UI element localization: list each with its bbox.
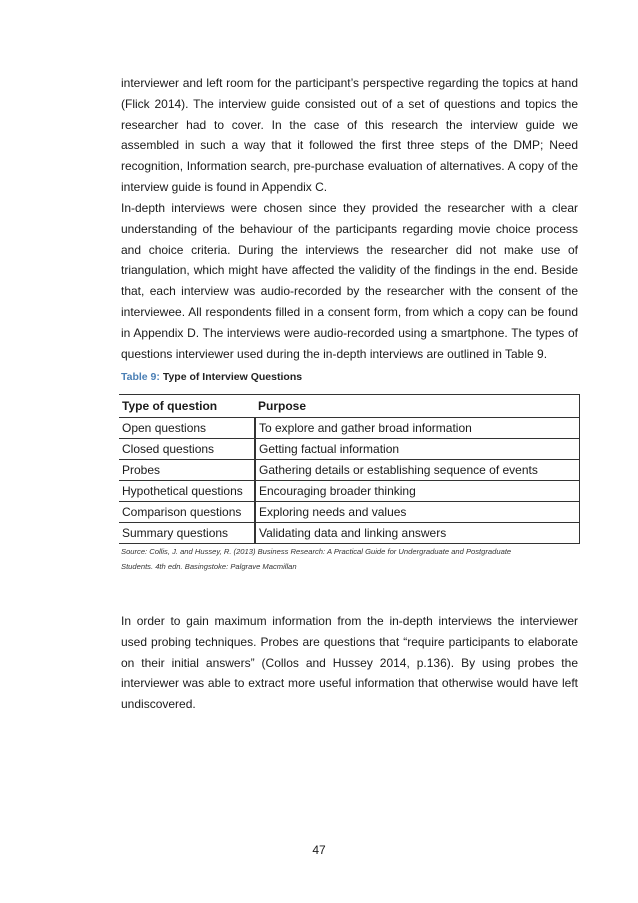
- page-number: 47: [312, 843, 326, 857]
- table-cell-type: Hypothetical questions: [119, 481, 255, 502]
- table-cell-purpose: Encouraging broader thinking: [255, 481, 579, 502]
- body-paragraph-3: In order to gain maximum information from the in-depth interviews the interviewer used probing techniques. Probes are questions that “require participants to elaborate on their initial answers” (Collos and Hussey 2014, p.136). By using probes the interviewer was able to extract more useful information that otherwise would have left undiscovered.: [121, 614, 578, 712]
- table-cell-type: Open questions: [119, 418, 255, 439]
- interview-questions-table: [119, 394, 580, 544]
- table-header-row: [119, 395, 579, 418]
- table-row: [119, 439, 579, 460]
- table-row: [119, 502, 579, 523]
- table-cell-purpose: Getting factual information: [255, 439, 579, 460]
- table-row: [119, 460, 579, 481]
- table-row: [119, 481, 579, 502]
- table-cell-type: Closed questions: [119, 439, 255, 460]
- table-source-line-2: Students. 4th edn. Basingstoke: Palgrave Macmillan: [121, 562, 297, 571]
- table-source-note: [121, 544, 581, 574]
- table-source-line-1: Source: Collis, J. and Hussey, R. (2013) Business Research: A Practical Guide for Undergraduate and Postgraduate: [121, 547, 512, 556]
- table-row: [119, 418, 579, 439]
- table-cell-purpose: Validating data and linking answers: [255, 523, 579, 544]
- table-cell-type: Probes: [119, 460, 255, 481]
- body-paragraph-2: In-depth interviews were chosen since they provided the researcher with a clear understanding of the behaviour of the participants regarding movie choice process and choice criteria. During the interviews the researcher did not make use of triangulation, which might have affected the validity of the findings in the end. Beside that, each interview was audio-recorded by the researcher with the consent of the interviewee. All respondents filled in a consent form, from which a copy can be found in Appendix D. The interviews were audio-recorded using a smartphone. The types of questions interviewer used during the in-depth interviews are outlined in Table 9.: [121, 201, 578, 361]
- table-header-type: Type of question: [119, 395, 255, 418]
- table-caption-title: Type of Interview Questions: [159, 371, 303, 383]
- body-paragraph-1: interviewer and left room for the participant’s perspective regarding the topics at hand (Flick 2014). The interview guide consisted out of a set of questions and topics the researcher had to cover. In the case of this research the interview guide we assembled in such a way that it followed the first three steps of the DMP; Need recognition, Information search, pre-purchase evaluation of alternatives. A copy of the interview guide is found in Appendix C.: [121, 76, 578, 194]
- table-cell-purpose: To explore and gather broad information: [255, 418, 579, 439]
- table-caption: [121, 371, 302, 383]
- table-cell-type: Comparison questions: [119, 502, 255, 523]
- table-cell-type: Summary questions: [119, 523, 255, 544]
- table-header-purpose: Purpose: [255, 395, 579, 418]
- table-row: [119, 523, 579, 544]
- table-cell-purpose: Exploring needs and values: [255, 502, 579, 523]
- table-caption-label: Table 9:: [121, 371, 160, 383]
- table-cell-purpose: Gathering details or establishing sequence of events: [255, 460, 579, 481]
